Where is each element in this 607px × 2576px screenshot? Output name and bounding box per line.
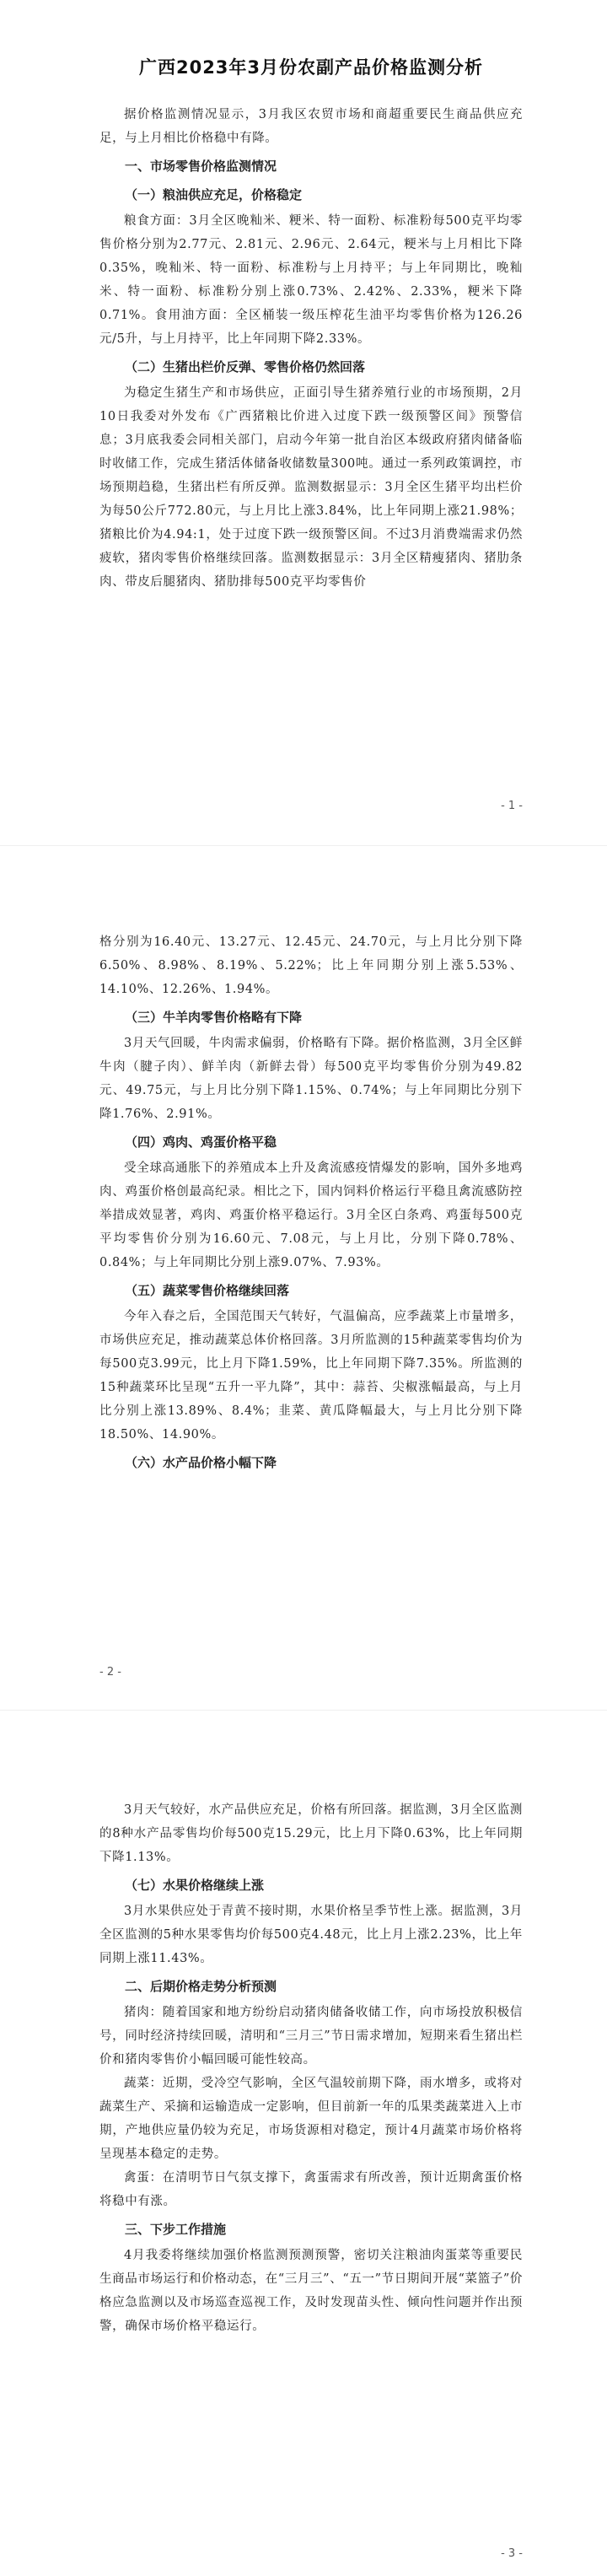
- page-2: [0, 856, 607, 1700]
- section-2-heading: 二、后期价格走势分析预测: [125, 1979, 277, 1994]
- page-divider: [0, 1710, 607, 1711]
- subsection-grain-oil-heading: （一）粮油供应充足，价格稳定: [125, 187, 303, 202]
- vegetable-forecast-paragraph: 蔬菜：近期，受冷空气影响，全区气温较前期下降，雨水增多，或将对蔬菜生产、采摘和运输造成一定影响，但目前新一年的瓜果类蔬菜进入上市期，产地供应量仍较为充足，市场货源相对稳定，预计4月蔬菜市场价格将呈现基本稳定的走势。: [99, 2077, 523, 2161]
- measures-paragraph: 4月我委将继续加强价格监测预测预警，密切关注粮油肉蛋菜等重要民生商品市场运行和价格动态，在“三月三”、“五一”节日期间开展“菜篮子”价格应急监测以及市场巡查巡视工作，及时发现苗头性、倾向性问题并作出预警，确保市场价格平稳运行。: [99, 2249, 523, 2333]
- pork-paragraph-continued: 格分别为16.40元、13.27元、12.45元、24.70元，与上月比分别下降6.50%、8.98%、8.19%、5.22%；比上年同期分别上涨5.53%、14.10%、12.26%、1.94%。: [99, 935, 523, 996]
- grain-oil-paragraph: 粮食方面：3月全区晚籼米、粳米、特一面粉、标准粉每500克平均零售价格分别为2.77元、2.81元、2.96元、2.64元，粳米与上月相比下降0.35%，晚籼米、特一面粉、标准粉与上月持平；与上年同期比，晚籼米、特一面粉、标准粉分别上涨0.73%、2.42%、2.33%，粳米下降0.71%。食用油方面：全区桶装一级压榨花生油平均零售价格为126.26元/5升，与上月持平，比上年同期下降2.33%。: [99, 214, 523, 346]
- egg-forecast-paragraph: 禽蛋：在清明节日气氛支撑下，禽蛋需求有所改善，预计近期禽蛋价格将稳中有涨。: [99, 2171, 523, 2208]
- fruit-paragraph: 3月水果供应处于青黄不接时期，水果价格呈季节性上涨。据监测，3月全区监测的5种水果零售均价每500克4.48元，比上月上涨2.23%，比上年同期上涨11.43%。: [99, 1905, 523, 1965]
- subsection-chicken-egg-heading: （四）鸡肉、鸡蛋价格平稳: [125, 1134, 277, 1150]
- page-2-content: [99, 930, 523, 1477]
- page-divider: [0, 845, 607, 846]
- subsection-fruit-heading: （七）水果价格继续上涨: [125, 1878, 265, 1893]
- page-1-content: [99, 54, 523, 594]
- section-3-heading: 三、下步工作措施: [125, 2222, 227, 2237]
- section-1-heading: 一、市场零售价格监测情况: [125, 159, 277, 174]
- subsection-pork-heading: （二）生猪出栏价反弹、零售价格仍然回落: [125, 359, 366, 375]
- subsection-aquatic-heading: （六）水产品价格小幅下降: [125, 1455, 277, 1470]
- page-1: [0, 0, 607, 835]
- subsection-vegetable-heading: （五）蔬菜零售价格继续回落: [125, 1283, 290, 1298]
- intro-paragraph: 据价格监测情况显示，3月我区农贸市场和商超重要民生商品供应充足，与上月相比价格稳中有降。: [99, 108, 523, 145]
- page-3-content: [99, 1798, 523, 2338]
- page-number: - 1 -: [501, 800, 523, 812]
- subsection-beef-mutton-heading: （三）牛羊肉零售价格略有下降: [125, 1010, 303, 1025]
- document-title: 广西2023年3月份农副产品价格监测分析: [138, 57, 484, 78]
- page-number: - 3 -: [501, 2547, 523, 2560]
- aquatic-paragraph: 3月天气较好，水产品供应充足，价格有所回落。据监测，3月全区监测的8种水产品零售均价每500克15.29元，比上月下降0.63%，比上年同期下降1.13%。: [99, 1803, 523, 1864]
- page-number: - 2 -: [99, 1666, 121, 1679]
- pork-forecast-paragraph: 猪肉：随着国家和地方纷纷启动猪肉储备收储工作，向市场投放积极信号，同时经济持续回暖，清明和“三月三”节日需求增加，短期来看生猪出栏价和猪肉零售价小幅回暖可能性较高。: [99, 2006, 523, 2067]
- vegetable-paragraph: 今年入春之后，全国范围天气转好，气温偏高，应季蔬菜上市量增多，市场供应充足，推动蔬菜总体价格回落。3月所监测的15种蔬菜零售均价为每500克3.99元，比上月下降1.59%，比上年同期下降7.35%。所监测的15种蔬菜环比呈现“五升一平九降”，其中：蒜苔、尖椒涨幅最高，与上月比分别上涨13.89%、8.4%；韭菜、黄瓜降幅最大，与上月比分别下降18.50%、14.90%。: [99, 1310, 523, 1442]
- chicken-egg-paragraph: 受全球高通胀下的养殖成本上升及禽流感疫情爆发的影响，国外多地鸡肉、鸡蛋价格创最高纪录。相比之下，国内饲料价格运行平稳且禽流感防控举措成效显著，鸡肉、鸡蛋价格平稳运行。3月全区白条鸡、鸡蛋每500克平均零售价分别为16.60元、7.08元，与上月比，分别下降0.78%、0.84%；与上年同期比分别上涨9.07%、7.93%。: [99, 1161, 523, 1269]
- page-3: [0, 1721, 607, 2576]
- beef-mutton-paragraph: 3月天气回暖，牛肉需求偏弱，价格略有下降。据价格监测，3月全区鲜牛肉（腱子肉）、鲜羊肉（新鲜去骨）每500克平均零售价分别为49.82元、49.75元，与上月比分别下降1.15%、0.74%；与上年同期比分别下降1.76%、2.91%。: [99, 1037, 523, 1121]
- pork-paragraph: 为稳定生猪生产和市场供应，正面引导生猪养殖行业的市场预期，2月10日我委对外发布《广西猪粮比价进入过度下跌一级预警区间》预警信息；3月底我委会同相关部门，启动今年第一批自治区本级政府猪肉储备临时收储工作，完成生猪活体储备收储数量300吨。通过一系列政策调控，市场预期趋稳，生猪出栏有所反弹。监测数据显示：3月全区生猪平均出栏价为每50公斤772.80元，与上月比上涨3.84%，比上年同期上涨21.98%；猪粮比价为4.94:1，处于过度下跌一级预警区间。不过3月消费端需求仍然疲软，猪肉零售价格继续回落。监测数据显示：3月全区精瘦猪肉、猪肋条肉、带皮后腿猪肉、猪肋排每500克平均零售价: [99, 386, 523, 589]
